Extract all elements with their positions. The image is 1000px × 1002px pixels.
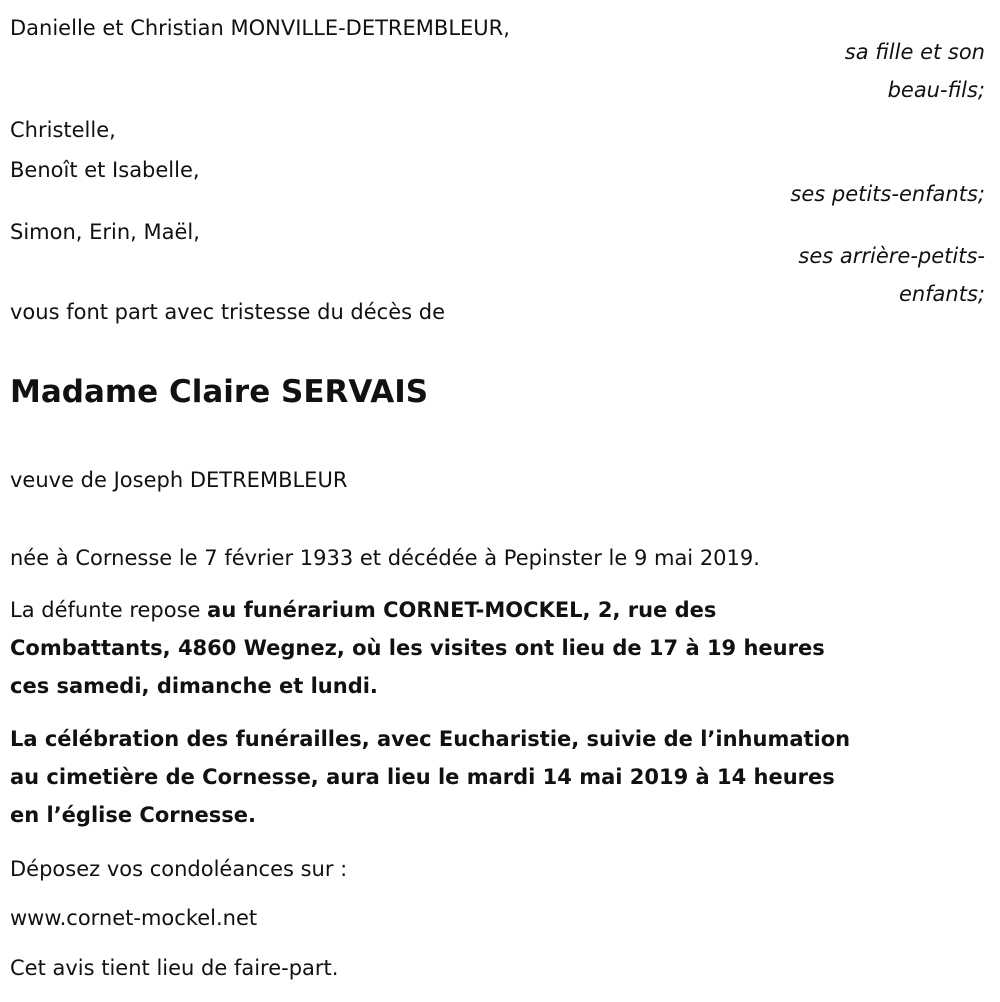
repose-line-2: Combattants, 4860 Wegnez, où les visites ont lieu de 17 à 19 heures xyxy=(10,636,825,660)
widow-of: veuve de Joseph DETREMBLEUR xyxy=(10,468,348,492)
relation-grandchildren: ses petits-enfants; xyxy=(790,182,985,206)
relation-daughter-2: beau-fils; xyxy=(887,78,985,102)
closing: Cet avis tient lieu de faire-part. xyxy=(10,956,339,980)
repose-line-1 xyxy=(10,596,716,624)
announcement: vous font part avec tristesse du décès de xyxy=(10,300,446,324)
family-daughter: Danielle et Christian MONVILLE-DETREMBLEUR, xyxy=(10,16,510,40)
deceased-name: Madame Claire SERVAIS xyxy=(10,374,429,410)
relation-daughter-1: sa fille et son xyxy=(844,40,985,64)
ceremony-line-3: en l’église Cornesse. xyxy=(10,803,257,827)
repose-intro: La défunte repose xyxy=(10,598,208,622)
website-link[interactable]: www.cornet-mockel.net xyxy=(10,906,258,930)
family-great-grandchildren: Simon, Erin, Maël, xyxy=(10,220,200,244)
condolences-label: Déposez vos condoléances sur : xyxy=(10,857,348,881)
relation-great-grandchildren-1: ses arrière-petits- xyxy=(798,244,985,268)
family-grandchild-1: Christelle, xyxy=(10,118,116,142)
birth-death: née à Cornesse le 7 février 1933 et décédée à Pepinster le 9 mai 2019. xyxy=(10,546,760,570)
repose-line-3: ces samedi, dimanche et lundi. xyxy=(10,674,378,698)
relation-great-grandchildren-2: enfants; xyxy=(898,282,985,306)
repose-bold-1: au funérarium CORNET-MOCKEL, 2, rue des xyxy=(207,598,717,622)
family-grandchild-2: Benoît et Isabelle, xyxy=(10,158,200,182)
ceremony-line-2: au cimetière de Cornesse, aura lieu le mardi 14 mai 2019 à 14 heures xyxy=(10,765,835,789)
ceremony-line-1: La célébration des funérailles, avec Eucharistie, suivie de l’inhumation xyxy=(10,727,851,751)
